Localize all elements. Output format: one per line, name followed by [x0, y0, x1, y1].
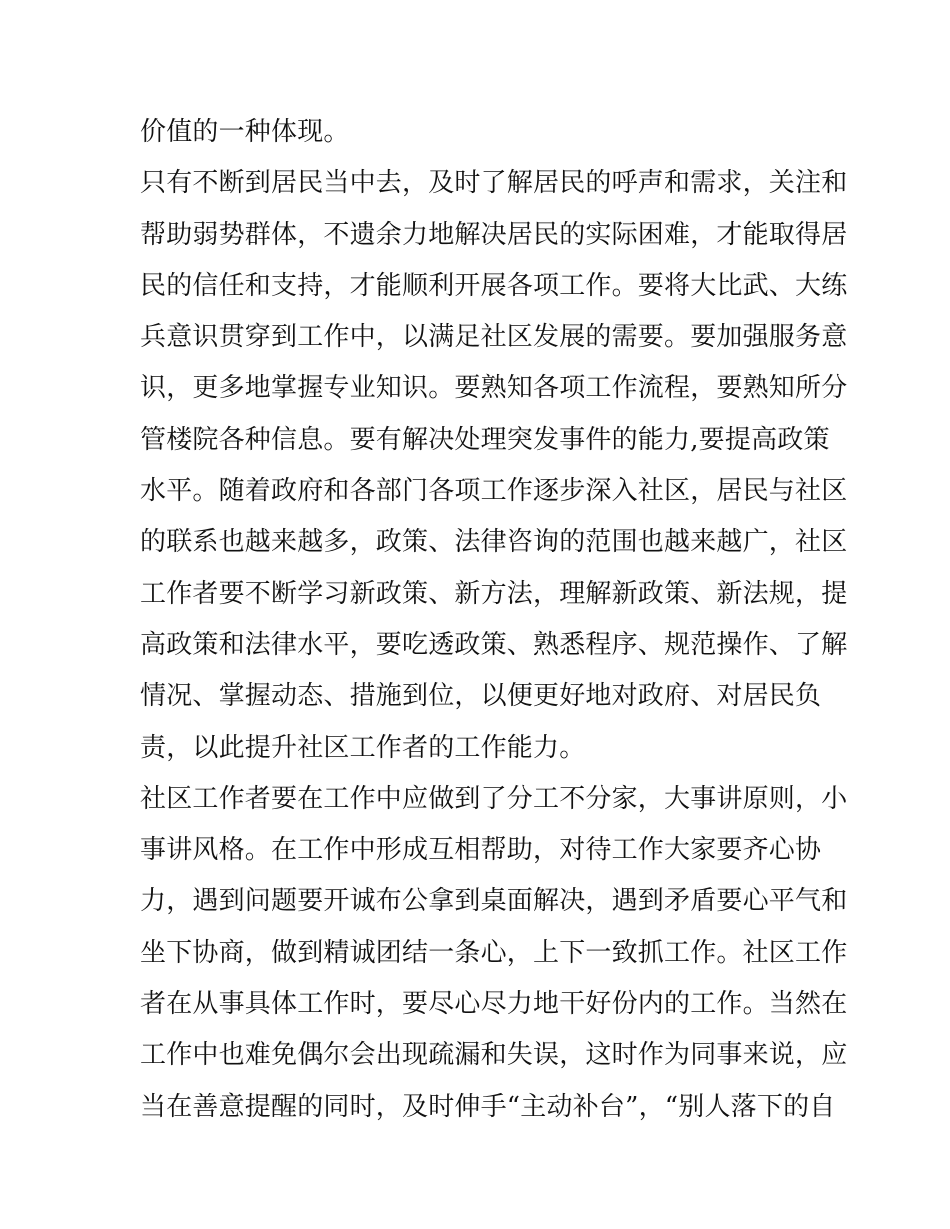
text-line: 坐下协商，做到精诚团结一条心，上下一致抓工作。社区工作 [140, 937, 848, 968]
text-line: 水平。随着政府和各部门各项工作逐步深入社区，居民与社区 [140, 476, 848, 507]
text-line: 只有不断到居民当中去，及时了解居民的呼声和需求，关注和 [140, 168, 848, 199]
text-line: 力，遇到问题要开诚布公拿到桌面解决，遇到矛盾要心平气和 [140, 886, 848, 917]
text-line: 的联系也越来越多，政策、法律咨询的范围也越来越广，社区 [140, 527, 848, 558]
text-line: 帮助弱势群体，不遗余力地解决居民的实际困难，才能取得居 [140, 219, 848, 250]
text-line: 民的信任和支持，才能顺利开展各项工作。要将大比武、大练 [140, 270, 848, 301]
text-line: 情况、掌握动态、措施到位，以便更好地对政府、对居民负 [140, 681, 822, 712]
text-line: 工作中也难免偶尔会出现疏漏和失误，这时作为同事来说，应 [140, 1040, 848, 1071]
text-line: 管楼院各种信息。要有解决处理突发事件的能力,要提高政策 [140, 424, 830, 455]
document-body [140, 107, 848, 1133]
text-line: 责，以此提升社区工作者的工作能力。 [140, 732, 586, 763]
text-line: 者在从事具体工作时，要尽心尽力地干好份内的工作。当然在 [140, 989, 848, 1020]
text-line: 价值的一种体现。 [140, 117, 350, 147]
text-line: 当在善意提醒的同时，及时伸手“主动补台”，“别人落下的自 [140, 1091, 836, 1122]
text-line: 社区工作者要在工作中应做到了分工不分家，大事讲原则，小 [140, 783, 848, 814]
text-line: 高政策和法律水平，要吃透政策、熟悉程序、规范操作、了解 [140, 629, 848, 660]
text-line: 工作者要不断学习新政策、新方法，理解新政策、新法规，提 [140, 578, 848, 609]
text-line: 事讲风格。在工作中形成互相帮助，对待工作大家要齐心协 [140, 835, 822, 866]
text-line: 识，更多地掌握专业知识。要熟知各项工作流程，要熟知所分 [140, 373, 848, 404]
text-line: 兵意识贯穿到工作中，以满足社区发展的需要。要加强服务意 [140, 322, 848, 353]
